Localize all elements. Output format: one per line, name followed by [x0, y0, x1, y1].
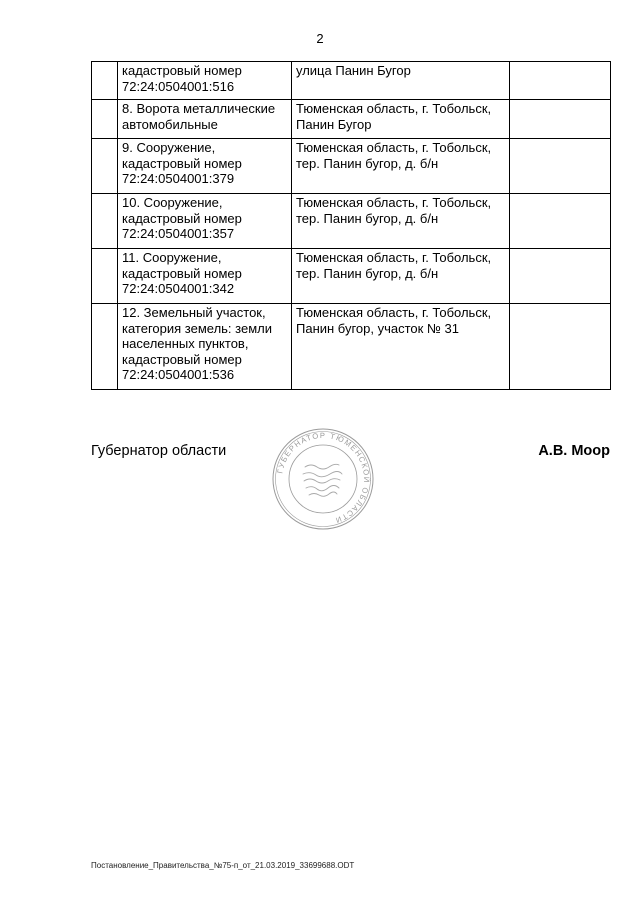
- object-name: 9. Сооружение, кадастровый номер 72:24:0504001:379: [118, 139, 292, 194]
- object-address: Тюменская область, г. Тобольск, тер. Панин бугор, д. б/н: [292, 194, 510, 249]
- table-cell-empty: [510, 194, 611, 249]
- objects-table: [91, 61, 611, 390]
- object-name: 11. Сооружение, кадастровый номер 72:24:0504001:342: [118, 249, 292, 304]
- table-row: [92, 62, 611, 100]
- page-number: 2: [316, 31, 324, 46]
- object-address: Тюменская область, г. Тобольск, Панин Бугор: [292, 100, 510, 139]
- table-row: [92, 100, 611, 139]
- table-cell-empty: [92, 100, 118, 139]
- table-row: [92, 249, 611, 304]
- table-cell-empty: [510, 62, 611, 100]
- table-cell-empty: [92, 139, 118, 194]
- table-cell-empty: [510, 249, 611, 304]
- object-name: 8. Ворота металлические автомобильные: [118, 100, 292, 139]
- table-row: [92, 139, 611, 194]
- object-address: улица Панин Бугор: [292, 62, 510, 100]
- object-name: 12. Земельный участок, категория земель: земли населенных пунктов, кадастровый номер 72:24:0504001:536: [118, 304, 292, 390]
- table-cell-empty: [510, 100, 611, 139]
- table-row: [92, 304, 611, 390]
- signatory-name: А.В. Моор: [538, 443, 610, 459]
- object-address: Тюменская область, г. Тобольск, Панин бугор, участок № 31: [292, 304, 510, 390]
- table-row: [92, 194, 611, 249]
- object-address: Тюменская область, г. Тобольск, тер. Панин бугор, д. б/н: [292, 139, 510, 194]
- table-cell-empty: [92, 62, 118, 100]
- table-cell-empty: [510, 304, 611, 390]
- signature-block: [91, 430, 610, 533]
- table-cell-empty: [92, 304, 118, 390]
- official-seal-icon: [271, 427, 375, 531]
- table-cell-empty: [92, 249, 118, 304]
- object-name: 10. Сооружение, кадастровый номер 72:24:0504001:357: [118, 194, 292, 249]
- document-footer: Постановление_Правительства_№75-п_от_21.03.2019_33699688.ODT: [91, 861, 355, 870]
- svg-text:ГУБЕРНАТОР ТЮМЕНСКОЙ ОБЛАСТИ: ГУБЕРНАТОР ТЮМЕНСКОЙ ОБЛАСТИ: [275, 430, 372, 526]
- object-name: кадастровый номер 72:24:0504001:516: [118, 62, 292, 100]
- signatory-title: Губернатор области: [91, 443, 227, 459]
- table-cell-empty: [92, 194, 118, 249]
- table-cell-empty: [510, 139, 611, 194]
- object-address: Тюменская область, г. Тобольск, тер. Панин бугор, д. б/н: [292, 249, 510, 304]
